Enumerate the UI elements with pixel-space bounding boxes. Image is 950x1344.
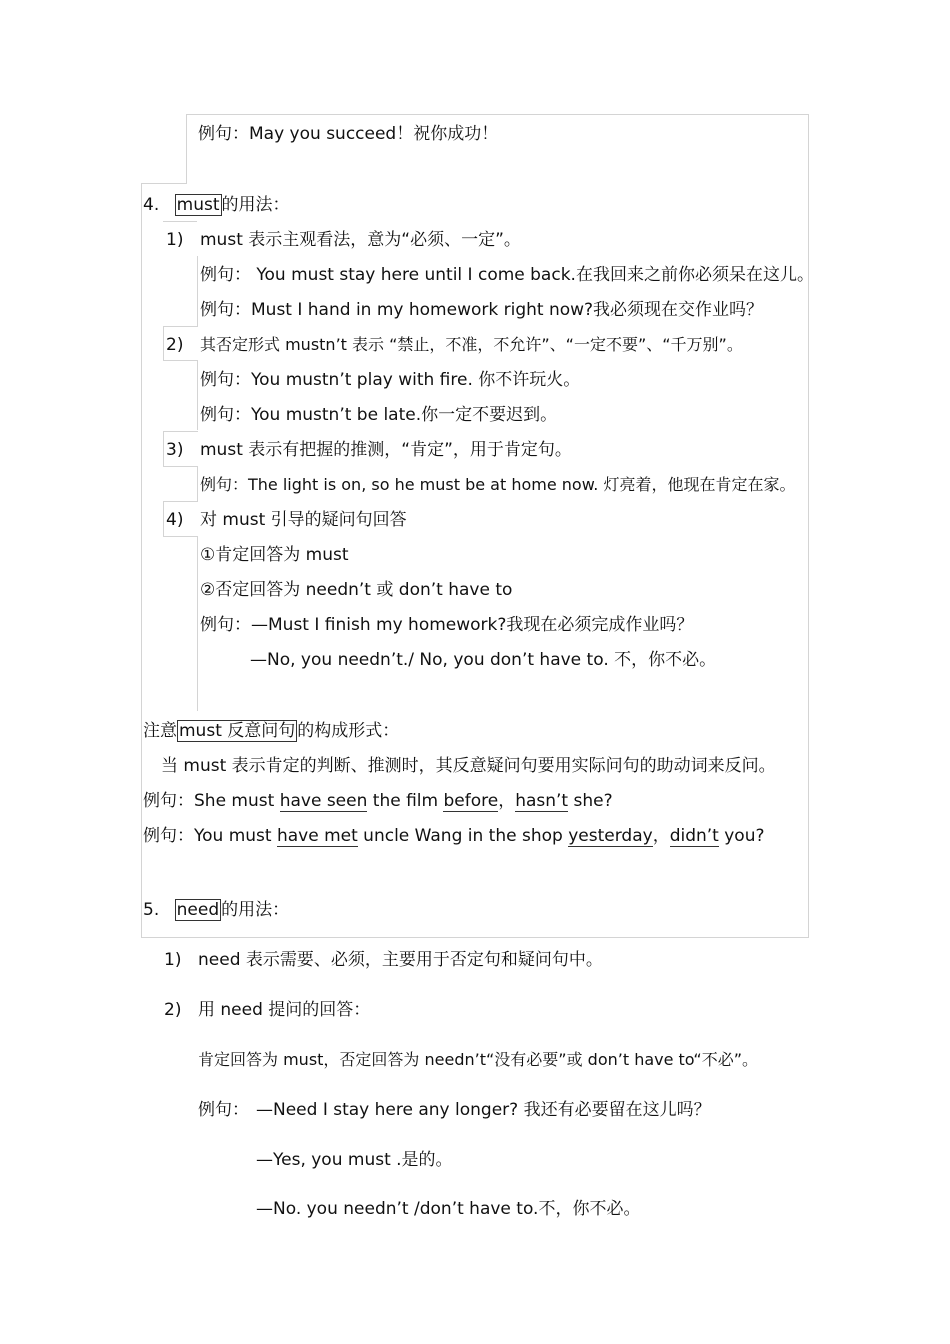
item-number: 2) xyxy=(164,1000,182,1020)
section-4-heading xyxy=(143,193,290,217)
item-number: 1) xyxy=(166,230,184,250)
item-text: must 表示主观看法，意为“必须、一定”。 xyxy=(200,230,521,250)
underlined-phrase: yesterday xyxy=(568,826,653,846)
example-sentence: 例句：—Must I finish my homework?我现在必须完成作业吗？ xyxy=(200,615,694,635)
answer-line: ②否定回答为 needn’t 或 don’t have to xyxy=(200,580,513,600)
underlined-phrase: have seen xyxy=(279,791,368,811)
underlined-phrase: hasn’t xyxy=(515,791,569,811)
example-part: 例句：She must xyxy=(143,791,280,811)
table-border xyxy=(186,114,187,184)
note-prefix: 注意 xyxy=(143,721,177,741)
example-sentence: 例句：You mustn’t play with fire. 你不许玩火。 xyxy=(200,370,581,390)
item-number: 3) xyxy=(166,440,184,460)
item-text: must 表示有把握的推测，“肯定”，用于肯定句。 xyxy=(200,440,572,460)
table-border xyxy=(163,360,198,361)
item-text: need 表示需要、必须，主要用于否定句和疑问句中。 xyxy=(198,950,603,970)
example-part: the film xyxy=(367,791,444,811)
underlined-phrase: have met xyxy=(276,826,358,846)
table-border xyxy=(186,114,808,115)
item-text: 其否定形式 mustn’t 表示 “禁止，不准，不允许”、“一定不要”、“千万别”。 xyxy=(200,335,743,354)
section-5-heading xyxy=(143,898,289,922)
table-border xyxy=(163,431,164,466)
answer-text: 肯定回答为 must，否定回答为 needn’t“没有必要”或 don’t have to“不必”。 xyxy=(198,1050,759,1069)
item-text: 对 must 引导的疑问句回答 xyxy=(200,510,407,530)
note-suffix: 的构成形式： xyxy=(297,721,400,741)
example-part: ， xyxy=(498,791,516,811)
example-sentence: 例句：May you succeed！祝你成功！ xyxy=(198,124,499,144)
section-title-suffix: 的用法： xyxy=(221,195,290,215)
example-part: 例句：You must xyxy=(143,826,277,846)
item-number: 4) xyxy=(166,510,184,530)
example-part: uncle Wang in the shop xyxy=(357,826,569,846)
table-border xyxy=(163,326,164,361)
table-border xyxy=(197,536,198,711)
table-border xyxy=(163,501,198,502)
table-border xyxy=(163,431,198,432)
table-border xyxy=(163,536,198,537)
section-number: 5. xyxy=(143,900,160,920)
item-number: 2) xyxy=(166,335,184,355)
table-border xyxy=(141,183,187,184)
table-border xyxy=(197,256,198,326)
item-number: 1) xyxy=(164,950,182,970)
table-border xyxy=(197,466,198,501)
table-border xyxy=(197,360,198,430)
keyword-box-need: need xyxy=(176,900,220,920)
table-border xyxy=(141,183,142,938)
table-border xyxy=(808,114,809,938)
table-border xyxy=(163,326,198,327)
example-sentence: 例句：The light is on, so he must be at home now. 灯亮着，他现在肯定在家。 xyxy=(200,475,796,494)
table-border xyxy=(163,501,164,536)
example-part: you? xyxy=(718,826,765,846)
answer-line: ①肯定回答为 must xyxy=(200,545,349,565)
section-title-suffix: 的用法： xyxy=(221,900,290,920)
example-label: 例句： xyxy=(198,1100,249,1120)
example-sentence: —Yes, you must .是的。 xyxy=(256,1150,453,1170)
example-sentence xyxy=(143,824,765,848)
table-border xyxy=(163,221,197,222)
example-part: ， xyxy=(652,826,670,846)
example-sentence: 例句：You mustn’t be late.你一定不要迟到。 xyxy=(200,405,558,425)
table-border xyxy=(141,937,809,938)
note-heading xyxy=(143,719,399,743)
example-sentence xyxy=(143,789,613,813)
example-sentence: 例句： You must stay here until I come back.在我回来之前你必须呆在这儿。 xyxy=(200,265,814,285)
underlined-phrase: didn’t xyxy=(669,826,719,846)
keyword-box-must: must xyxy=(176,195,220,215)
example-sentence: 例句：Must I hand in my homework right now?我必须现在交作业吗？ xyxy=(200,300,764,320)
example-part: she? xyxy=(568,791,613,811)
example-sentence: —Need I stay here any longer? 我还有必要留在这儿吗？ xyxy=(256,1100,711,1120)
item-text: 用 need 提问的回答： xyxy=(198,1000,371,1020)
section-number: 4. xyxy=(143,195,160,215)
example-sentence: —No, you needn’t./ No, you don’t have to. 不，你不必。 xyxy=(250,650,717,670)
note-text: 当 must 表示肯定的判断、推测时，其反意疑问句要用实际问句的助动词来反问。 xyxy=(161,756,776,776)
table-border xyxy=(163,466,198,467)
keyword-box-tag-question: must 反意问句 xyxy=(179,721,296,741)
example-sentence: —No. you needn’t /don’t have to.不，你不必。 xyxy=(256,1199,641,1219)
underlined-phrase: before xyxy=(443,791,499,811)
